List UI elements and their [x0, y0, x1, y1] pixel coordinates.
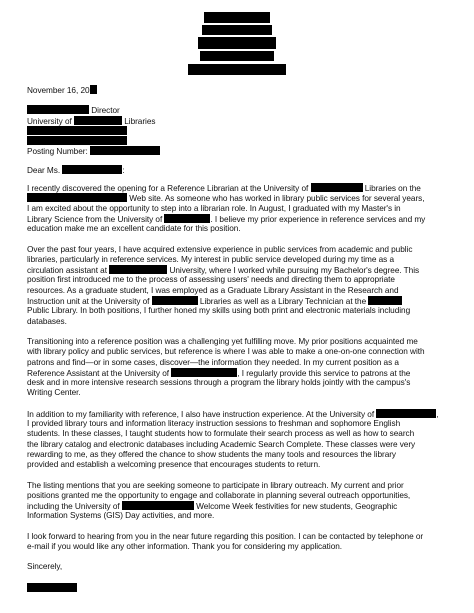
- text-line: [27, 296, 473, 306]
- text-line: [27, 532, 473, 542]
- text-line: [27, 175, 473, 183]
- text-line: [27, 337, 473, 347]
- letter-text: the library catalog and electronic databases including Academic Search Complete. These classes were very: [27, 439, 416, 449]
- recipient-title: Director: [91, 106, 120, 116]
- text-line: [27, 522, 473, 532]
- letter-text: Public Library. In both positions, I further honed my skills using both print and electronic materials including: [27, 306, 411, 316]
- text-line: [27, 419, 473, 429]
- text-line: [27, 450, 473, 460]
- redaction-bar: [202, 25, 272, 35]
- redaction-block: [74, 116, 122, 125]
- letter-text: I am excited about the opportunity to step into a librarian role. In August, I graduated with my Master's in: [27, 203, 401, 213]
- redaction-block: [171, 368, 237, 377]
- letter-text: Web site. As someone who has worked in library public services for several years,: [129, 194, 425, 204]
- paragraph-intro: [27, 183, 473, 234]
- text-line: [27, 105, 473, 115]
- text-line: [27, 368, 473, 378]
- text-line: [27, 573, 473, 583]
- redaction-block: [152, 296, 198, 305]
- text-line: [27, 317, 473, 327]
- inside-address: [27, 105, 473, 156]
- letter-text: patrons and find—or in some cases, discover—the information they needed. In my current position as a: [27, 357, 399, 367]
- text-line: [27, 275, 473, 285]
- redaction-bar: [204, 12, 270, 23]
- redaction-block: [27, 136, 127, 145]
- redaction-block: [122, 501, 194, 510]
- redaction-block: [27, 126, 127, 135]
- text-line: [27, 399, 473, 409]
- posting-number-label: Posting Number:: [27, 147, 88, 157]
- paragraph-experience: [27, 245, 473, 327]
- text-line: [27, 358, 473, 368]
- redaction-bar: [200, 51, 274, 61]
- letter-text: ,: [436, 409, 439, 419]
- text-line: [27, 95, 473, 105]
- text-line: [27, 481, 473, 491]
- text-line: [27, 286, 473, 296]
- letter-text: databases.: [27, 316, 67, 326]
- letter-text: Information Systems (GIS) Day activities, and more.: [27, 511, 215, 521]
- text-line: [27, 183, 473, 193]
- redaction-block: [27, 105, 89, 114]
- text-line: [27, 224, 473, 234]
- redacted-letterhead: [0, 0, 474, 80]
- letter-text: Instruction unit at the University of: [27, 297, 150, 307]
- redaction-block: [311, 183, 363, 192]
- letter-body: [27, 85, 473, 593]
- letter-text: I recently discovered the opening for a Reference Librarian at the University of: [27, 184, 309, 194]
- letter-text: Libraries on the: [364, 184, 421, 194]
- text-line: [27, 501, 473, 511]
- letter-text: Reference Assistant at the University of: [27, 368, 169, 378]
- text-line: [27, 157, 473, 165]
- text-line: [27, 388, 473, 398]
- letter-text: Writing Center.: [27, 388, 81, 398]
- letter-text: students. In these classes, I taught students how to formulate their search process as well as how to search: [27, 429, 415, 439]
- letter-text: with library policy and public services, but reference is where I was able to make a one-on-one connection with: [27, 347, 425, 357]
- letter-text: I look forward to hearing from you in the near future regarding this position. I can be contacted by telephone or: [27, 531, 424, 541]
- text-line: [27, 265, 473, 275]
- redaction-block: [27, 193, 127, 202]
- redaction-bar: [188, 64, 286, 75]
- text-line: [27, 235, 473, 245]
- text-line: [27, 460, 473, 470]
- letter-text: rewarding to me, as they offered the chance to show students the many tools and resources the library: [27, 449, 397, 459]
- letter-text: libraries, particularly in reference services. My interest in public service developed during my time as a: [27, 254, 395, 264]
- letter-text: position first introduced me to the process of assessing users' needs and directing them to appropriate: [27, 275, 395, 285]
- paragraph-outreach: [27, 481, 473, 522]
- letter-text: Sincerely,: [27, 562, 63, 572]
- letter-text: :: [122, 165, 125, 175]
- letter-text: including the University of: [27, 502, 120, 512]
- letter-text: circulation assistant at: [27, 266, 107, 276]
- text-line: [27, 511, 473, 521]
- text-line: [27, 306, 473, 316]
- redaction-block: [164, 214, 210, 223]
- letter-text: e-mail if you would like any other information. Thank you for considering my application.: [27, 541, 343, 551]
- text-line: [27, 347, 473, 357]
- redaction-block: [109, 265, 167, 274]
- letter-text: Transitioning into a reference position was a challenging yet fulfilling move. My prior positions acquainted me: [27, 336, 418, 346]
- paragraph-instruction: [27, 409, 473, 471]
- letter-text: . I believe my prior experience in reference services and my: [210, 214, 426, 224]
- letter-text: positions granted me the opportunity to engage and collaborate in planning several outreach opportunities,: [27, 490, 411, 500]
- text-line: [27, 126, 473, 136]
- text-line: [27, 136, 473, 146]
- letter-text: I provided library tours and information literacy instruction sessions to freshman and sophomore English: [27, 419, 401, 429]
- letter-text: Dear Ms.: [27, 165, 61, 175]
- letter-text: education make me an excellent candidate for this position.: [27, 224, 241, 234]
- libraries-label: Libraries: [124, 116, 156, 126]
- closing: [27, 562, 473, 572]
- paragraph-closing: [27, 532, 473, 553]
- text-line: [27, 193, 473, 203]
- letter-text: In addition to my familiarity with reference, I also have instruction experience. At the University of: [27, 409, 375, 419]
- redaction-block: [376, 409, 439, 419]
- redaction-block: [62, 165, 125, 175]
- letter-text: Library Science from the University of: [27, 214, 163, 224]
- letter-text: resources. As a graduate student, I was employed as a Graduate Library Assistant in the Research and: [27, 285, 399, 295]
- text-line: [27, 542, 473, 552]
- text-line: [27, 471, 473, 481]
- letter-text: The listing mentions that you are seeking someone to participate in library outreach. My current and prior: [27, 480, 404, 490]
- text-line: [27, 429, 473, 439]
- text-line: [27, 204, 473, 214]
- date-text: November 16, 20: [27, 86, 90, 95]
- paragraph-reference: [27, 337, 473, 399]
- text-line: [27, 440, 473, 450]
- letter-text: desk and in more intensive research sessions through a program the library holds jointly with the campus's: [27, 378, 411, 388]
- redaction-block: [90, 146, 160, 155]
- redaction-block: [368, 296, 402, 305]
- signature-redacted: [27, 583, 473, 593]
- text-line: [27, 116, 473, 126]
- salutation: [27, 165, 473, 175]
- letter-text: , I regularly provide this service to patrons at the: [237, 368, 411, 378]
- university-label: University of: [27, 116, 72, 126]
- text-line: [27, 255, 473, 265]
- text-line: [27, 327, 473, 337]
- redaction-block: [90, 85, 97, 94]
- letter-text: Welcome Week festivities for new students, Geographic: [196, 502, 398, 512]
- letter-date: [27, 85, 473, 95]
- letter-text: University, where I worked while pursuing my Bachelor's degree. This: [169, 266, 420, 276]
- text-line: [27, 378, 473, 388]
- text-line: [27, 409, 473, 419]
- text-line: [27, 245, 473, 255]
- redaction-block: [27, 583, 77, 592]
- letter-text: Libraries as well as a Library Technician at the: [199, 297, 367, 307]
- text-line: [27, 552, 473, 562]
- text-line: [27, 146, 473, 156]
- text-line: [27, 491, 473, 501]
- letter-text: Over the past four years, I have acquired extensive experience in public services from academic and public: [27, 244, 413, 254]
- redaction-bar: [198, 37, 276, 49]
- letter-text: provided and establish a welcoming presence that encourages students to return.: [27, 460, 321, 470]
- text-line: [27, 214, 473, 224]
